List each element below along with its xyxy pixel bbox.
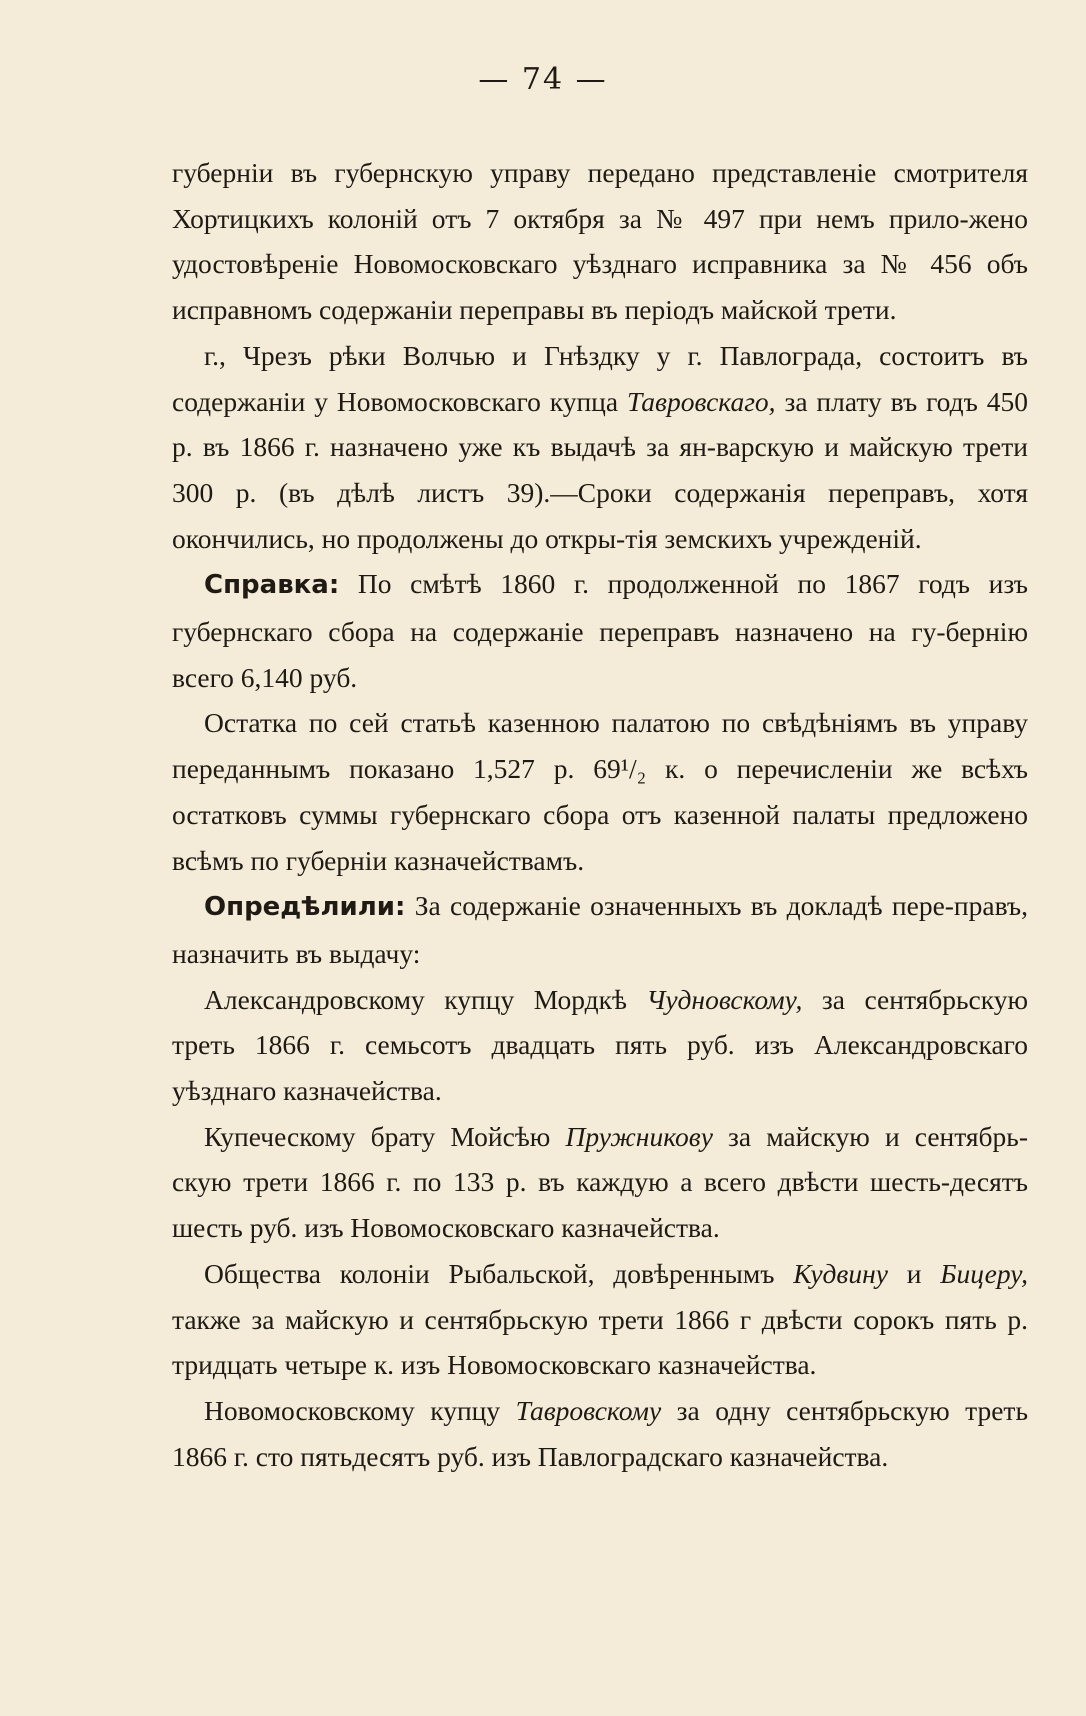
paragraph-rybalskaya xyxy=(172,1251,1028,1388)
rybalskaya-text-a: Общества колоніи Рыбальской, довѣреннымъ xyxy=(204,1257,794,1289)
ostatka-text-a: Остатка по сей статьѣ казенною палатою по свѣдѣніямъ въ управу переданнымъ показано 1,527 р. 69 xyxy=(172,707,1028,785)
merchant-name-pruzhnikov: Пружникову xyxy=(565,1120,713,1152)
name-bitser: Бицеру, xyxy=(940,1257,1028,1289)
body-text xyxy=(172,150,1028,1479)
paragraph-chudnovsky xyxy=(172,977,1028,1114)
rybalskaya-text-b: также за майскую и сентябрьскую трети 1866 г двѣсти сорокъ пять р. тридцать четыре к. изъ Новомосковскаго казначейства. xyxy=(172,1303,1028,1381)
fraction-half: ¹/₂ xyxy=(620,753,647,785)
spravka-label: Справка: xyxy=(204,570,340,601)
rybalskaya-conj: и xyxy=(887,1257,941,1289)
pruzhnikov-text-a: Купеческому брату Мойсѣю xyxy=(204,1120,566,1152)
paragraph-ostatka xyxy=(172,700,1028,883)
merchant-name-chudnovsky: Чудновскому, xyxy=(646,983,803,1015)
tavrovsky-text-a: Новомосковскому купцу xyxy=(204,1394,516,1426)
name-kudvin: Кудвину xyxy=(793,1257,888,1289)
chudnovsky-text-b: за сентябрьскую треть 1866 г. семьсотъ двадцать пять руб. изъ Александровскаго уѣзднаго казначейства. xyxy=(172,983,1028,1107)
opredelili-text: За содержаніе означенныхъ въ докладѣ пере-правъ, назначить въ выдачу: xyxy=(172,890,1028,969)
paragraph-tavrovsky xyxy=(172,1388,1028,1479)
pruzhnikov-text-b: за майскую и сентябрь-скую трети 1866 г. по 133 р. въ каждую а всего двѣсти шесть-десятъ шесть руб. изъ Новомосковскаго казначейства. xyxy=(172,1120,1028,1244)
paragraph-1: губерніи въ губернскую управу передано представленіе смотрителя Хортицкихъ колоній отъ 7 октября за № 497 при немъ прило-жено удостовѣреніе Новомосковскаго уѣзднаго исправника за № 456 объ исправномъ содержаніи переправы въ періодъ майской трети. xyxy=(172,157,1028,326)
ostatka-text-b: к. о перечисленіи же всѣхъ остатковъ суммы губернскаго сбора отъ казенной палаты предложено всѣмъ по губерніи казначействамъ. xyxy=(172,753,1028,876)
paragraph-2 xyxy=(172,333,1028,562)
page-number: — 74 — xyxy=(478,62,608,97)
merchant-name-tavrovsky: Тавровскаго, xyxy=(627,385,776,417)
paragraph-2-text-b: за плату въ годъ 450 р. въ 1866 г. назначено уже къ выдачѣ за ян-варскую и майскую трети 300 р. (въ дѣлѣ листъ 39).—Сроки содержанія переправъ, хотя окончились, но продолжены до откры-тія земскихъ учрежденій. xyxy=(172,385,1028,554)
spravka-text: По смѣтѣ 1860 г. продолженной по 1867 годъ изъ губернскаго сбора на содержаніе переправъ назначено на гу-бернію всего 6,140 руб. xyxy=(172,568,1028,693)
merchant-name-tavrovsky-2: Тавровскому xyxy=(515,1394,662,1426)
paragraph-2-text-a: г., Чрезъ рѣки Волчью и Гнѣздку у г. Павлограда, состоитъ въ содержаніи у Новомосковскаго купца xyxy=(172,339,1028,417)
paragraph-spravka xyxy=(172,561,1028,700)
chudnovsky-text-a: Александровскому купцу Мордкѣ xyxy=(204,983,647,1015)
tavrovsky-text-b: за одну сентябрьскую треть 1866 г. сто пятьдесятъ руб. изъ Павлоградскаго казначейства. xyxy=(172,1394,1028,1472)
opredelili-label: Опредѣлили: xyxy=(204,892,406,923)
paragraph-pruzhnikov xyxy=(172,1114,1028,1251)
paragraph-opredelili xyxy=(172,883,1028,976)
